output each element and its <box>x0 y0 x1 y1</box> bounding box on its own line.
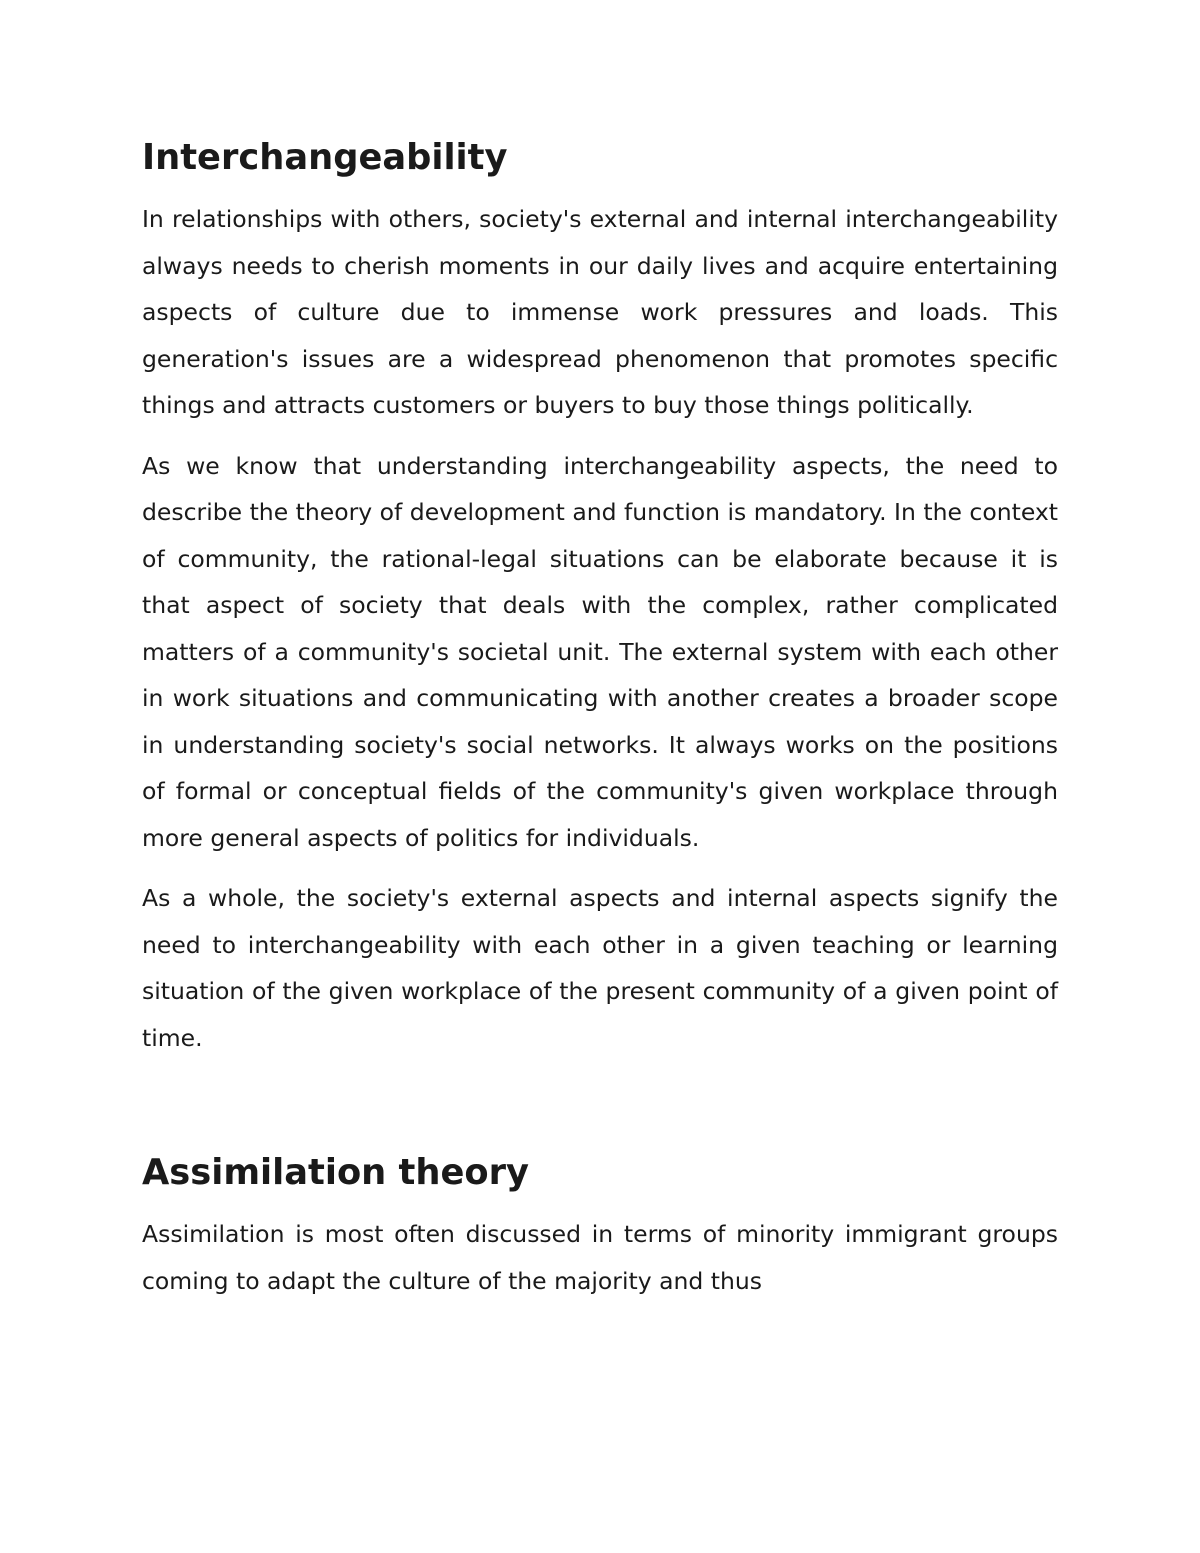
paragraph-interchangeability-2: As we know that understanding interchangeability aspects, the need to describe the theory of development and function is mandatory. In the context of community, the rational-legal situations can be elaborate because it is that aspect of society that deals with the complex, rather complicated matters of a community's societal unit. The external system with each other in work situations and communicating with another creates a broader scope in understanding society's social networks. It always works on the positions of formal or conceptual fields of the community's given workplace through more general aspects of politics for individuals. <box>142 451 1058 852</box>
document-body <box>142 138 1058 1318</box>
paragraph-interchangeability-3: As a whole, the society's external aspects and internal aspects signify the need to interchangeability with each other in a given teaching or learning situation of the given workplace of the present community of a given point of time. <box>142 884 1058 1052</box>
section-heading-interchangeability: Interchangeability <box>142 137 508 178</box>
section-heading-assimilation-theory: Assimilation theory <box>142 1152 529 1193</box>
paragraph-interchangeability-1: In relationships with others, society's external and internal interchangeability always needs to cherish moments in our daily lives and acquire entertaining aspects of culture due to immense work pressures and loads. This generation's issues are a widespread phenomenon that promotes specific things and attracts customers or buyers to buy those things politically. <box>142 205 1058 419</box>
paragraph-assimilation-1: Assimilation is most often discussed in terms of minority immigrant groups coming to adapt the culture of the majority and thus <box>142 1220 1058 1295</box>
